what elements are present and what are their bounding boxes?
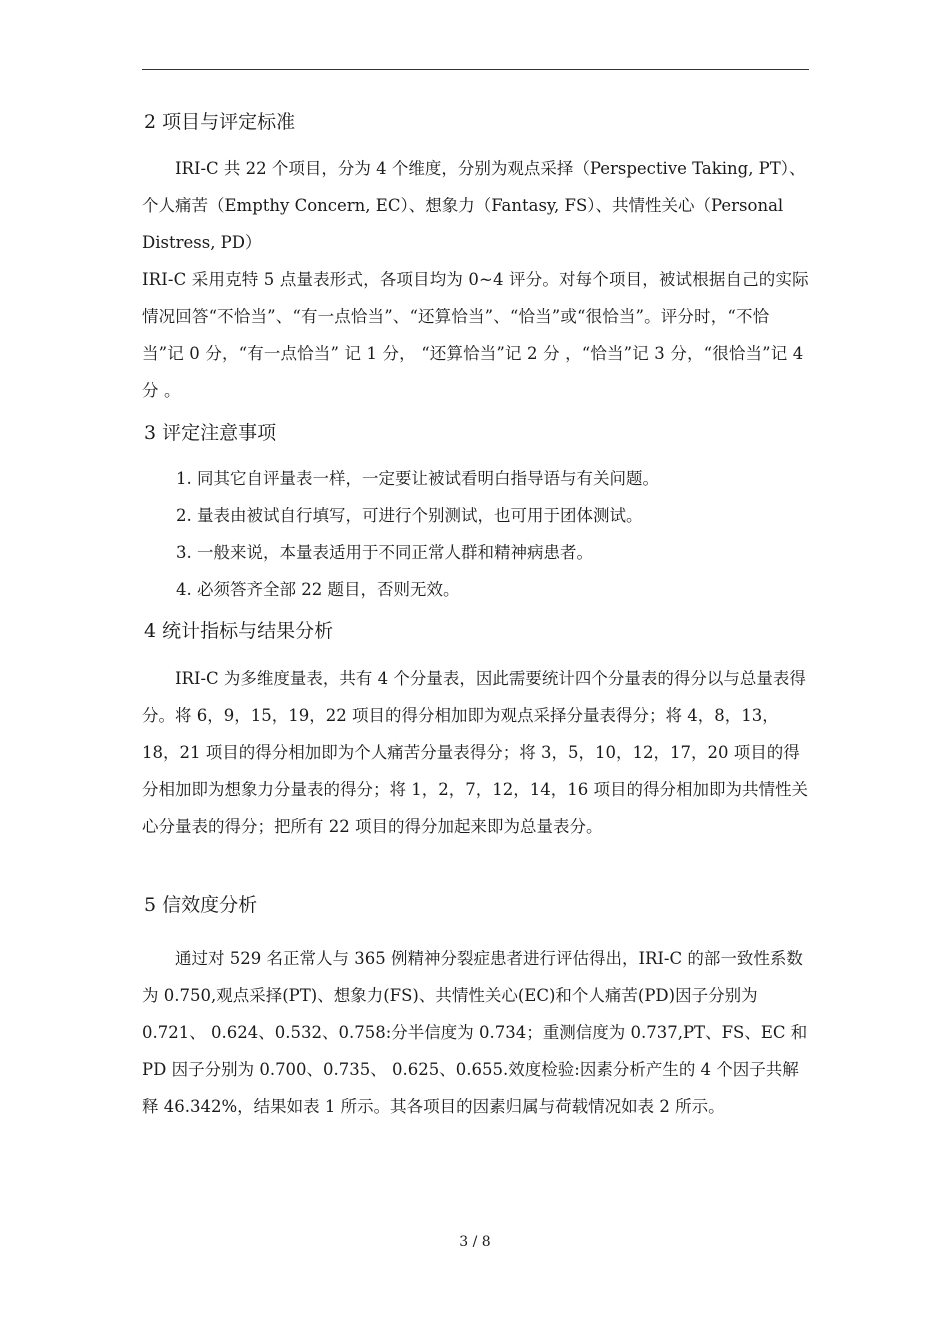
section-2-paragraph-2: IRI-C 采用克特 5 点量表形式，各项目均为 0~4 评分。对每个项目，被试根据自己的实际情况回答“不恰当”、“有一点恰当”、“还算恰当”、“恰当”或“很恰当”。评分时，“不恰当”记 0 分，“有一点恰当” 记 1 分， “还算恰当”记 2 分 ，“恰当”记 3 分，“很恰当”记 4 分 。 [142,270,809,400]
notice-item-4: 4. 必须答齐全部 22 题目，否则无效。 [176,580,460,599]
section-5-paragraph: 通过对 529 名正常人与 365 例精神分裂症患者进行评估得出，IRI-C 的部一致性系数为 0.750,观点采择(PT)、想象力(FS)、共情性关心(EC)和个人痛苦(PD)因子分别为 0.721、 0.624、0.532、0.758:分半信度为 0.734；重测信度为 0.737,PT、FS、EC 和 PD 因子分别为 0.700、0.735、 0.625、0.655.效度检验:因素分析产生的 4 个因子共解释 46.342%，结果如表 1 所示。其各项目的因素归属与荷载情况如表 2 所示。 [142,949,808,1116]
notice-item-1: 1. 同其它自评量表一样，一定要让被试看明白指导语与有关问题。 [176,469,659,488]
section-heading-4: 4 统计指标与结果分析 [144,620,334,642]
header-rule [142,69,809,70]
section-2-paragraph-1: IRI-C 共 22 个项目，分为 4 个维度，分别为观点采择（Perspective Taking, PT）、个人痛苦（Empthy Concern, EC）、想象力（Fantasy, FS）、共情性关心（Personal Distress, PD） [142,159,806,252]
notice-item-3: 3. 一般来说，本量表适用于不同正常人群和精神病患者。 [176,543,593,562]
page-number: 3 / 8 [459,1234,491,1250]
section-4-paragraph: IRI-C 为多维度量表，共有 4 个分量表，因此需要统计四个分量表的得分以与总量表得分。将 6，9，15，19，22 项目的得分相加即为观点采择分量表得分；将 4，8，13，18，21 项目的得分相加即为个人痛苦分量表得分；将 3，5，10，12，17，20 项目的得分相加即为想象力分量表的得分；将 1，2，7，12，14，16 项目的得分相加即为共情性关心分量表的得分；把所有 22 项目的得分加起来即为总量表分。 [142,669,808,836]
section-heading-2: 2 项目与评定标准 [144,111,296,133]
notice-item-2: 2. 量表由被试自行填写，可进行个别测试，也可用于团体测试。 [176,506,643,525]
section-heading-3: 3 评定注意事项 [144,422,277,444]
section-heading-5: 5 信效度分析 [144,894,258,916]
